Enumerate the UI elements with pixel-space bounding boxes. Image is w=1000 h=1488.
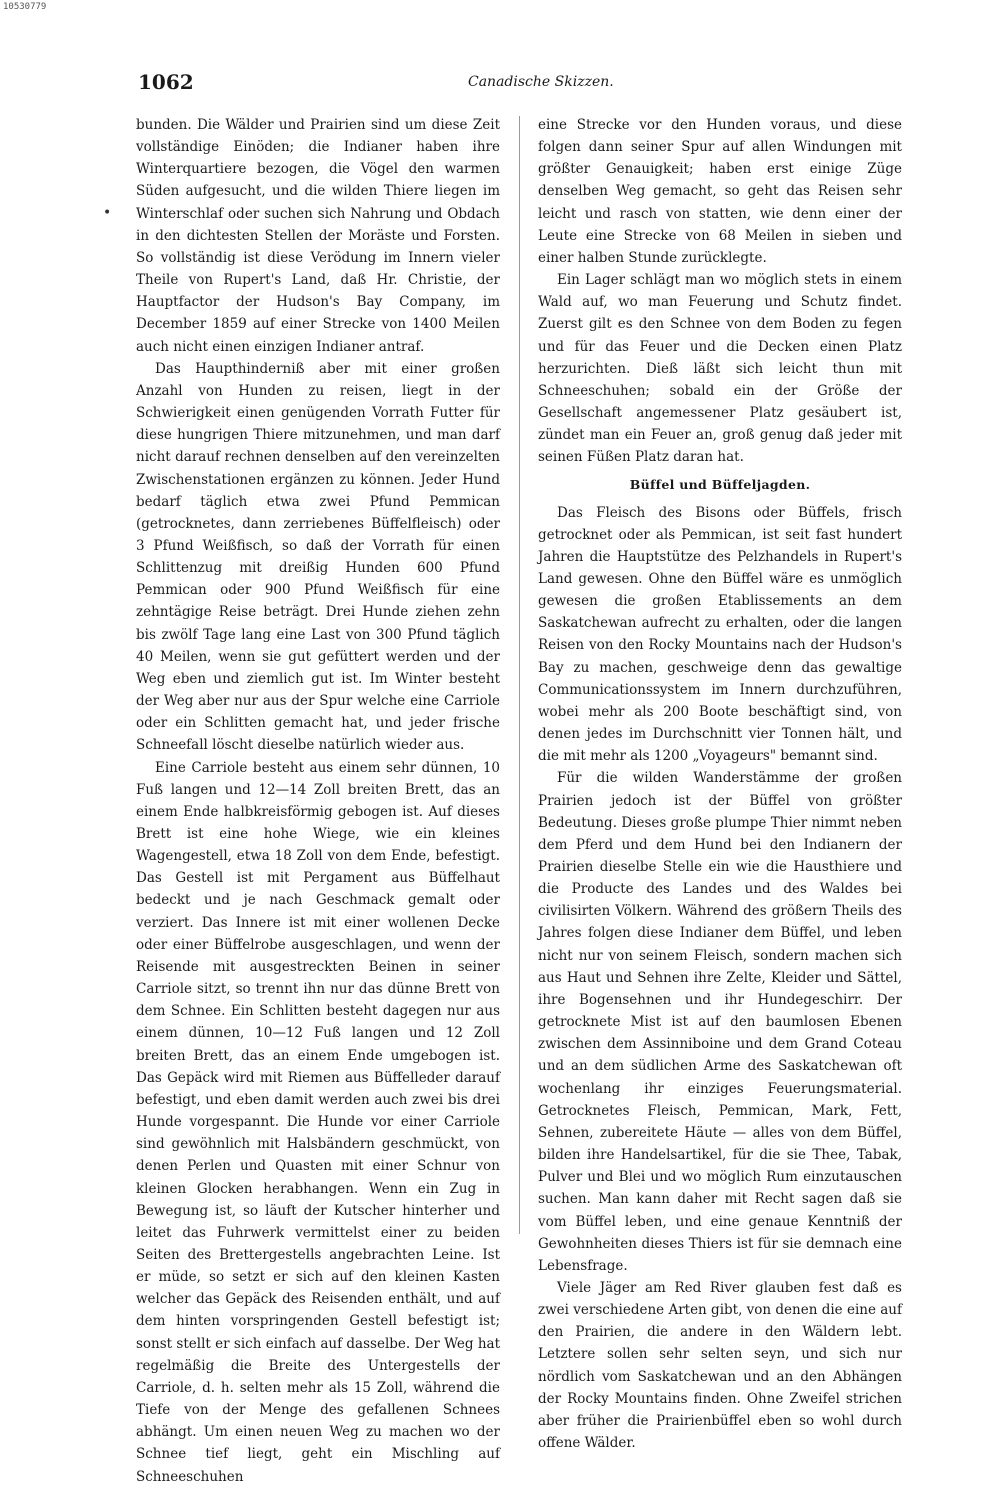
paragraph: Eine Carriole besteht aus einem sehr dünnen, 10 Fuß langen und 12—14 Zoll breiten Brett, das an einem Ende halbkreisförmig gebogen ist. Auf dieses Brett ist eine hohe Wiege, wie ein kleines Wagengestell, etwa 18 Zoll von dem Ende, befestigt. Das Gestell ist mit Pergament aus Büffelhaut bedeckt und je nach Geschmack gemalt oder verziert. Das Innere ist mit einer wollenen Decke oder einer Büffelrobe ausgeschlagen, und wenn der Reisende mit ausgestreckten Beinen in seiner Carriole sitzt, so trennt ihn nur das dünne Brett von dem Schnee. Ein Schlitten besteht dagegen nur aus einem dünnen, 10—12 Fuß langen und 12 Zoll breiten Brett, das an einem Ende umgebogen ist. Das Gepäck wird mit Riemen aus Büffelleder darauf befestigt, und eben damit werden auch zwei bis drei Hunde vorgespannt. Die Hunde vor einer Carriole sind gewöhnlich mit Halsbändern geschmückt, von denen Perlen und Quasten mit einer Schnur von kleinen Glocken herabhangen. Wenn ein Zug in Bewegung ist, so läuft der Kutscher hinterher und leitet das Fuhrwerk vermittelst einer zu beiden Seiten des Brettergestells angebrachten Leine. Ist er müde, so setzt er sich auf den kleinen Kasten welcher das Gepäck des Reisenden enthält, und auf dem hinten vorspringenden Gestell befestigt ist; sonst stellt er sich einfach auf dasselbe. Der Weg hat regelmäßig die Breite des Untergestells der Carriole, d. h. selten mehr als 15 Zoll, während die Tiefe von der Menge des gefallenen Schnees abhängt. Um einen neuen Weg zu machen wo der Schnee tief liegt, geht ein Mischling auf Schneeschuhen bbox=[136, 759, 500, 1485]
section-heading: Büffel und Büffeljagden. bbox=[629, 476, 811, 492]
margin-mark: • bbox=[103, 205, 112, 221]
paragraph: bunden. Die Wälder und Prairien sind um diese Zeit vollständige Einöden; die Indianer haben ihre Winterquartiere bezogen, die Vögel den warmen Süden aufgesucht, und die wilden Thiere liegen im Winterschlaf oder suchen sich Nahrung und Obdach in den dichtesten Stellen der Moräste und Forsten. So vollständig ist diese Verödung im Innern vieler Theile von Rupert's Land, daß Hr. Christie, der Hauptfactor der Hudson's Bay Company, im December 1859 auf einer Strecke von 1400 Meilen auch nicht einen einzigen Indianer antraf. bbox=[136, 117, 500, 355]
column-divider bbox=[519, 116, 520, 1234]
left-column bbox=[136, 114, 500, 1488]
paragraph: Viele Jäger am Red River glauben fest daß es zwei verschiedene Arten gibt, von denen die eine auf den Prairien, die andere in den Wäldern lebt. Letztere sollen sehr selten seyn, und sich nur nördlich vom Saskatchewan und an den Abhängen der Rocky Mountains finden. Ohne Zweifel strichen aber früher die Prairienbüffel eben so wohl durch offene Wälder. bbox=[538, 1279, 902, 1452]
paragraph: Für die wilden Wanderstämme der großen Prairien jedoch ist der Büffel von größter Bedeutung. Dieses große plumpe Thier nimmt neben dem Pferd und dem Hund bei den Indianern der Prairien dieselbe Stelle ein wie die Hausthiere und die Producte des Landes und des Waldes bei civilisirten Völkern. Während des größern Theils des Jahres folgen diese Indianer dem Büffel, und leben nicht nur von seinem Fleisch, sondern machen sich aus Haut und Sehnen ihre Zelte, Kleider und Sättel, ihre Bogensehnen und ihr Hundegeschirr. Der getrocknete Mist ist auf den baumlosen Ebenen zwischen dem Assinniboine und dem Grand Coteau und an dem südlichen Arme des Saskatchewan oft wochenlang ihr einziges Feuerungsmaterial. Getrocknetes Fleisch, Pemmican, Mark, Fett, Sehnen, zubereitete Häute — alles von dem Büffel, bilden ihre Handelsartikel, für die sie Thee, Tabak, Pulver und Blei und wo möglich Rum einzutauschen suchen. Man kann daher mit Recht sagen daß sie vom Büffel leben, und eine genaue Kenntniß der Gewohnheiten dieses Thiers ist für sie demnach eine Lebensfrage. bbox=[538, 770, 902, 1274]
paragraph: eine Strecke vor den Hunden voraus, und diese folgen dann seiner Spur auf allen Windungen mit größter Genauigkeit; haben erst einige Züge denselben Weg gemacht, so geht das Reisen sehr leicht und rasch von statten, wie denn einer der Leute eine Strecke von 68 Meilen in sieben und einer halben Stunde zurücklegte. bbox=[538, 117, 902, 266]
page-header bbox=[138, 70, 890, 100]
page-number: 1062 bbox=[138, 70, 194, 94]
right-column bbox=[538, 114, 902, 1454]
paragraph: Ein Lager schlägt man wo möglich stets in einem Wald auf, wo man Feuerung und Schutz findet. Zuerst gilt es den Schnee von dem Boden zu fegen und für das Feuer und die Decken einen Platz herzurichten. Dieß läßt sich leicht thun mit Schneeschuhen; sobald ein der Größe der Gesellschaft angemessener Platz gesäubert ist, zündet man ein Feuer an, groß genug daß jeder mit seinen Füßen Platz daran hat. bbox=[538, 272, 902, 466]
paragraph: Das Fleisch des Bisons oder Büffels, frisch getrocknet oder als Pemmican, ist seit fast hundert Jahren die Hauptstütze des Pelzhandels in Rupert's Land gewesen. Ohne den Büffel wäre es unmöglich gewesen die großen Etablissements an dem Saskatchewan aufrecht zu erhalten, oder die langen Reisen von den Rocky Mountains nach der Hudson's Bay zu machen, geschweige denn das gewaltige Communicationssystem im Innern durchzuführen, wobei mehr als 200 Boote beschäftigt sind, von denen jedes im Durchschnitt vier Tonnen hält, und die mit mehr als 1200 „Voyageurs" bemannt sind. bbox=[538, 504, 902, 765]
paragraph: Das Haupthinderniß aber mit einer großen Anzahl von Hunden zu reisen, liegt in der Schwierigkeit einen genügenden Vorrath Futter für diese hungrigen Thiere mitzunehmen, und man darf nicht darauf rechnen denselben auf den vereinzelten Zwischenstationen ergänzen zu können. Jeder Hund bedarf täglich etwa zwei Pfund Pemmican (getrocknetes, dann zerriebenes Büffelfleisch) oder 3 Pfund Weißfisch, so daß der Vorrath für einen Schlittenzug mit dreißig Hunden 600 Pfund Pemmican oder 900 Pfund Weißfisch für eine zehntägige Reise beträgt. Drei Hunde ziehen zehn bis zwölf Tage lang eine Last von 300 Pfund täglich 40 Meilen, wenn sie gut gefüttert werden und der Weg eben und ziemlich gut ist. Im Winter besteht der Weg aber nur aus der Spur welche eine Carriole oder ein Schlitten gemacht hat, und jeder frische Schneefall löscht dieselbe natürlich wieder aus. bbox=[136, 360, 500, 754]
archive-stamp: 10530779 bbox=[3, 2, 47, 12]
running-title: Canadische Skizzen. bbox=[468, 74, 614, 90]
